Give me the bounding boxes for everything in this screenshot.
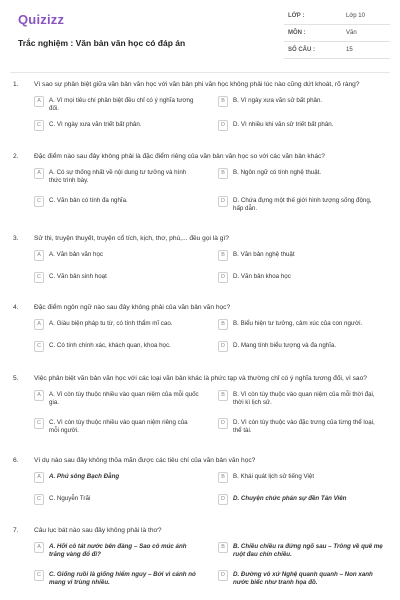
option-text: A. Có sự thống nhất về nội dung tư tưởng và hình thức trình bày.: [49, 169, 187, 185]
option-letter-badge: D: [218, 341, 228, 352]
question-number: 3.: [13, 235, 19, 242]
question-3: [10, 234, 390, 280]
option-text: B. Vì còn tùy thuộc vào quan niệm của mỗi thời đại, thời kì lịch sử.: [233, 391, 375, 407]
option-letter-badge: A: [34, 250, 44, 261]
question-text: Đặc điểm nào sau đây không phải là đặc điểm riêng của văn bản văn học so với các văn bản khác?: [34, 153, 325, 160]
option-text: A. Vì mọi tiêu chí phân biệt đều chỉ có ý nghĩa tương đối.: [49, 97, 194, 113]
option-letter-badge: A: [34, 319, 44, 330]
option-text: C. Vì còn tùy thuộc nhiều vào quan niệm riêng của mỗi người.: [49, 419, 188, 435]
question-header: [10, 456, 390, 470]
option-letter-badge: B: [218, 319, 228, 330]
question-header: [10, 152, 390, 166]
meta-row-count: [284, 42, 390, 59]
option-letter-badge: C: [34, 341, 44, 352]
meta-row-subject: [284, 25, 390, 42]
option-letter-badge: A: [34, 168, 44, 179]
question-text: Đặc điểm ngôn ngữ nào sau đây không phải của văn bản văn học?: [34, 304, 231, 311]
option-text: C. Vì ngày xưa văn triết bất phân.: [49, 121, 142, 128]
option-letter-badge: A: [34, 390, 44, 401]
quiz-header: [10, 8, 390, 64]
meta-value: Văn: [346, 30, 357, 36]
option-text: A. Phú sông Bạch Đằng: [49, 473, 120, 480]
meta-label: MÔN :: [288, 30, 306, 36]
option-letter-badge: A: [34, 542, 44, 553]
meta-label: SỐ CÂU :: [288, 47, 315, 53]
option-text: C. Nguyễn Trãi: [49, 495, 91, 502]
option-text: D. Vì nhiều khi văn sử triết bất phân.: [233, 121, 334, 128]
question-text: Việc phân biệt văn bản văn học với các loại văn bản khác là phức tạp và thường chỉ có ý nghĩa tương đối, vì sao?: [34, 375, 367, 382]
question-5: [10, 374, 390, 435]
option-text: B. Vì ngày xưa văn sử bất phân.: [233, 97, 323, 104]
option-text: B. Chiều chiều ra đứng ngõ sau – Trông về quê mẹ ruột đau chín chiều.: [233, 543, 383, 559]
option-text: C. Văn bản có tính đa nghĩa.: [49, 197, 128, 204]
option-letter-badge: D: [218, 494, 228, 505]
question-2: [10, 152, 390, 213]
option-letter-badge: C: [34, 570, 44, 581]
question-text: Sử thi, truyện thuyết, truyện cổ tích, kịch, thơ, phú,... đều gọi là gì?: [34, 235, 229, 242]
meta-value: Lớp 10: [346, 13, 365, 19]
option-letter-badge: A: [34, 472, 44, 483]
option-letter-badge: B: [218, 472, 228, 483]
option-text: A. Hỡi cô tát nước bên đàng – Sao cô múc ánh trăng vàng đổ đi?: [49, 543, 187, 559]
option-letter-badge: C: [34, 196, 44, 207]
question-number: 6.: [13, 457, 19, 464]
option-text: A. Vì còn tùy thuộc nhiều vào quan niệm của mỗi quốc gia.: [49, 391, 199, 407]
option-letter-badge: B: [218, 390, 228, 401]
question-text: Câu lục bát nào sau đây không phải là thơ?: [34, 527, 162, 534]
option-text: B. Biểu hiện tư tưởng, cảm xúc của con người.: [233, 320, 363, 327]
question-text: Ví dụ nào sau đây không thỏa mãn được các tiêu chí của văn bản văn học?: [34, 457, 256, 464]
question-header: [10, 80, 390, 94]
option-text: B. Văn bản nghệ thuật: [233, 251, 295, 258]
question-7: [10, 526, 390, 587]
option-letter-badge: A: [34, 96, 44, 107]
option-letter-badge: B: [218, 168, 228, 179]
option-letter-badge: B: [218, 250, 228, 261]
option-letter-badge: C: [34, 120, 44, 131]
question-header: [10, 526, 390, 540]
option-text: D. Chuyện chức phán sự đền Tản Viên: [233, 495, 347, 502]
question-header: [10, 374, 390, 388]
option-text: C. Giống ruồi là giống hiểm nguy – Bởi vì cánh nó mang vi trùng nhiều.: [49, 571, 196, 587]
option-letter-badge: D: [218, 418, 228, 429]
option-text: B. Khái quát lịch sử tiếng Việt: [233, 473, 315, 480]
quizizz-logo: Quizizz: [18, 12, 65, 27]
option-letter-badge: C: [34, 494, 44, 505]
option-letter-badge: D: [218, 570, 228, 581]
question-header: [10, 234, 390, 248]
question-header: [10, 303, 390, 317]
question-6: [10, 456, 390, 502]
question-number: 7.: [13, 527, 19, 534]
option-letter-badge: B: [218, 96, 228, 107]
option-letter-badge: D: [218, 196, 228, 207]
option-text: D. Mang tính biểu tượng và đa nghĩa.: [233, 342, 337, 349]
meta-value: 15: [346, 47, 353, 53]
option-letter-badge: B: [218, 542, 228, 553]
question-1: [10, 80, 390, 128]
meta-label: LỚP :: [288, 13, 305, 19]
option-letter-badge: D: [218, 120, 228, 131]
option-text: D. Đường vô xứ Nghệ quanh quanh – Non xanh nước biếc như tranh họa đồ.: [233, 571, 373, 587]
question-number: 5.: [13, 375, 19, 382]
option-letter-badge: C: [34, 418, 44, 429]
question-number: 2.: [13, 153, 19, 160]
meta-row-grade: [284, 8, 390, 25]
option-letter-badge: C: [34, 272, 44, 283]
question-number: 1.: [13, 81, 19, 88]
option-text: A. Văn bản văn học: [49, 251, 104, 258]
quiz-meta-table: [284, 8, 390, 62]
option-letter-badge: D: [218, 272, 228, 283]
question-number: 4.: [13, 304, 19, 311]
option-text: D. Vì còn tùy thuộc vào đặc trưng của từng thể loại, thể tài.: [233, 419, 375, 435]
quiz-title: Trắc nghiệm : Văn bản văn học có đáp án: [18, 38, 186, 48]
question-text: Vì sao sự phân biệt giữa văn bản văn học với văn bản phi văn học không phải lúc nào cũng dứt khoát, rõ ràng?: [34, 81, 360, 88]
option-text: C. Có tính chính xác, khách quan, khoa học.: [49, 342, 171, 349]
option-text: D. Văn bản khoa học: [233, 273, 291, 280]
option-text: D. Chứa đựng một thế giới hình tượng sống động, hấp dẫn.: [233, 197, 372, 213]
option-text: C. Văn bản sinh hoạt: [49, 273, 107, 280]
option-text: A. Giàu biện pháp tu từ, có tính thẩm mĩ cao.: [49, 320, 173, 327]
option-text: B. Ngôn ngữ có tính nghệ thuật.: [233, 169, 322, 176]
header-divider: [10, 72, 390, 73]
question-4: [10, 303, 390, 349]
